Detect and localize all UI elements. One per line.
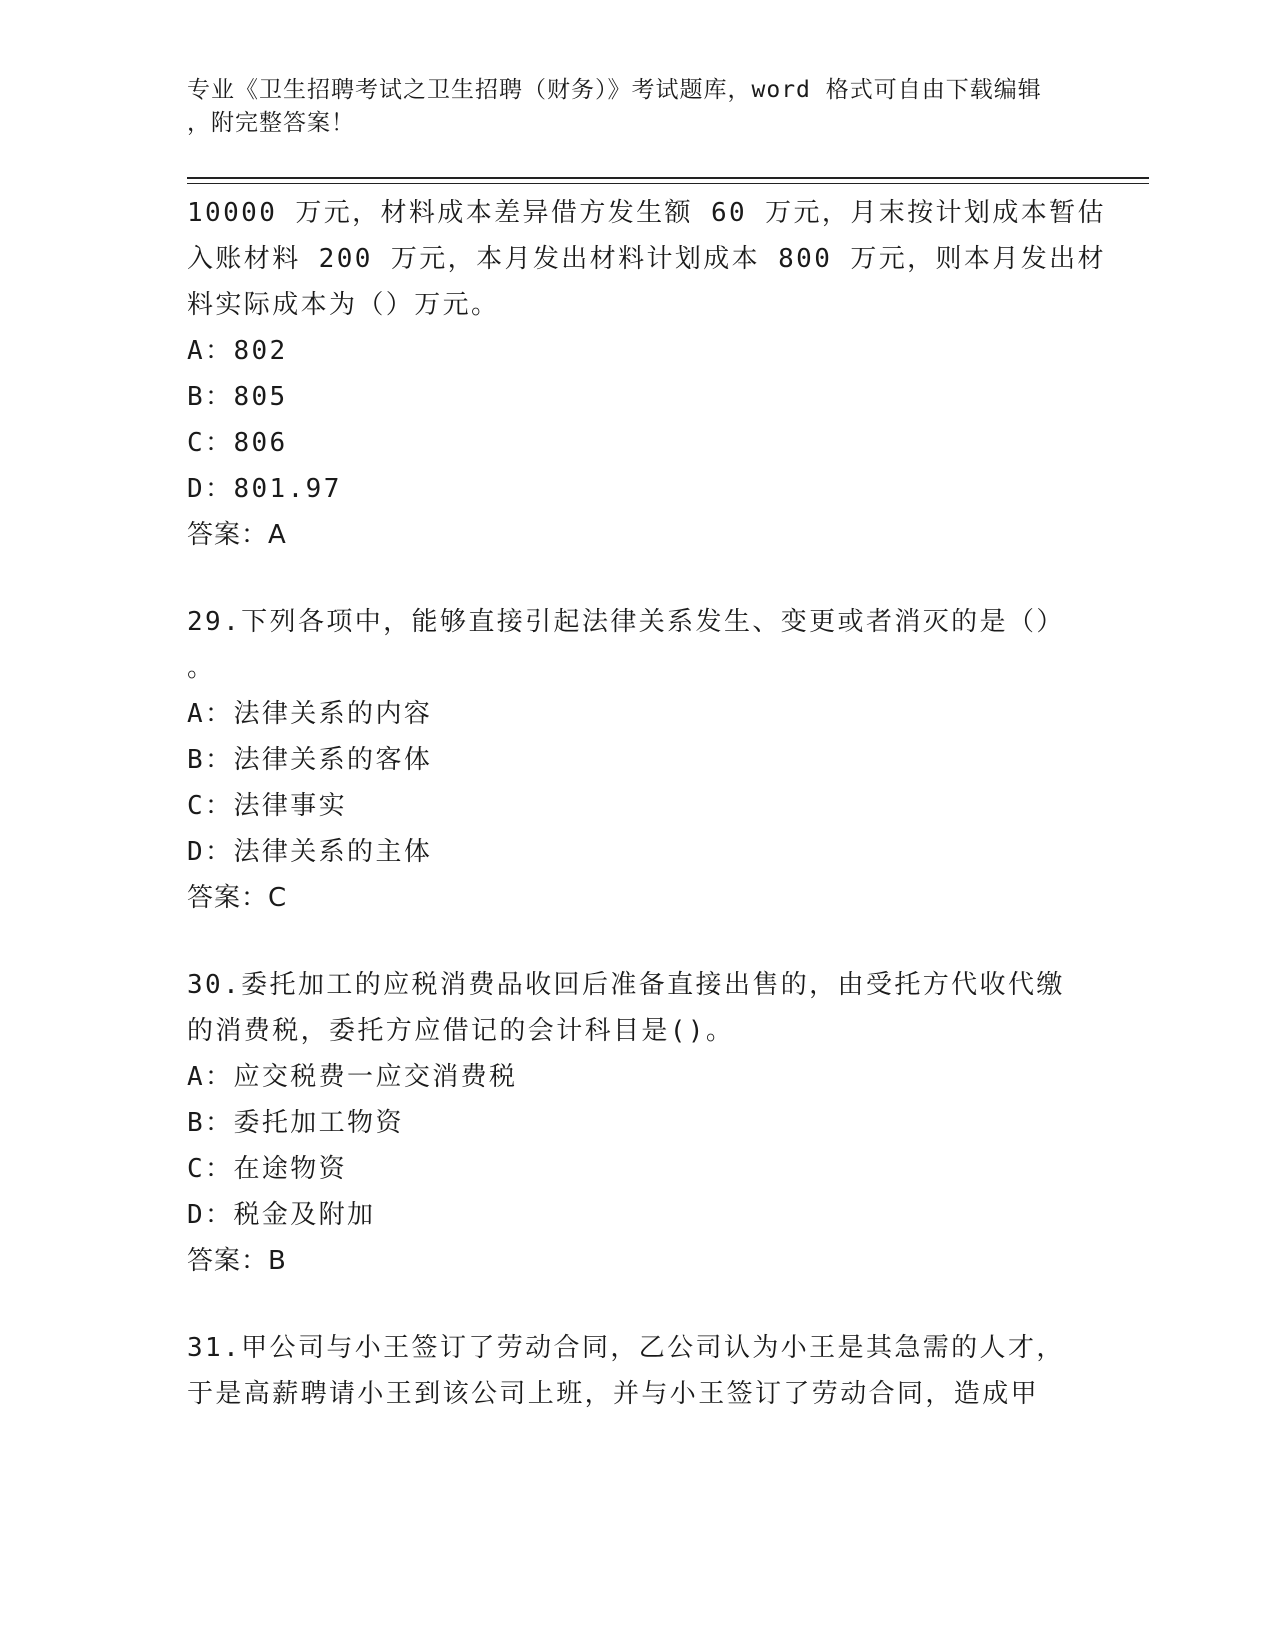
option-c: C：806 [187, 428, 288, 458]
option-b: B：法律关系的客体 [187, 745, 433, 775]
question-text-line: 于是高薪聘请小王到该公司上班，并与小王签订了劳动合同，造成甲 [187, 1379, 1040, 1409]
question-text-line: 29.下列各项中，能够直接引起法律关系发生、变更或者消灭的是（） [187, 607, 1065, 637]
document-body [187, 190, 1106, 1417]
header-line-1: 专业《卫生招聘考试之卫生招聘（财务）》考试题库，word 格式可自由下载编辑 [187, 77, 1042, 103]
answer-line: 答案：A [187, 520, 287, 550]
option-c: C：法律事实 [187, 791, 348, 821]
spacer [187, 558, 1087, 599]
question-text-line: 10000 万元，材料成本差异借方发生额 60 万元，月末按计划成本暂估 [187, 198, 1106, 228]
option-c: C：在途物资 [187, 1154, 348, 1184]
question-text-line: 料实际成本为（）万元。 [187, 290, 500, 320]
option-b: B：委托加工物资 [187, 1108, 404, 1138]
option-d: D：801.97 [187, 474, 342, 504]
question-30 [187, 962, 1087, 1284]
option-b: B：805 [187, 382, 288, 412]
spacer [187, 1284, 1087, 1325]
header-line-2: ，附完整答案！ [187, 110, 355, 136]
question-continued [187, 190, 1106, 558]
option-d: D：税金及附加 [187, 1200, 376, 1230]
answer-line: 答案：B [187, 1246, 287, 1276]
option-a: A：法律关系的内容 [187, 699, 433, 729]
option-a: A：应交税费一应交消费税 [187, 1062, 518, 1092]
answer-line: 答案：C [187, 883, 288, 913]
option-d: D：法律关系的主体 [187, 837, 433, 867]
header-divider-thick [187, 177, 1149, 179]
question-31 [187, 1325, 1087, 1417]
question-text-line: 30.委托加工的应税消费品收回后准备直接出售的，由受托方代收代缴 [187, 970, 1065, 1000]
spacer [187, 921, 1087, 962]
question-text-line: 入账材料 200 万元，本月发出材料计划成本 800 万元，则本月发出材 [187, 244, 1106, 274]
document-header [187, 74, 1067, 140]
question-text-line: 的消费税，委托方应借记的会计科目是()。 [187, 1016, 735, 1046]
header-divider-thin [187, 183, 1149, 184]
question-29 [187, 599, 1087, 921]
question-text-line: 31.甲公司与小王签订了劳动合同，乙公司认为小王是其急需的人才， [187, 1333, 1065, 1363]
question-text-line: 。 [187, 653, 216, 683]
option-a: A：802 [187, 336, 288, 366]
